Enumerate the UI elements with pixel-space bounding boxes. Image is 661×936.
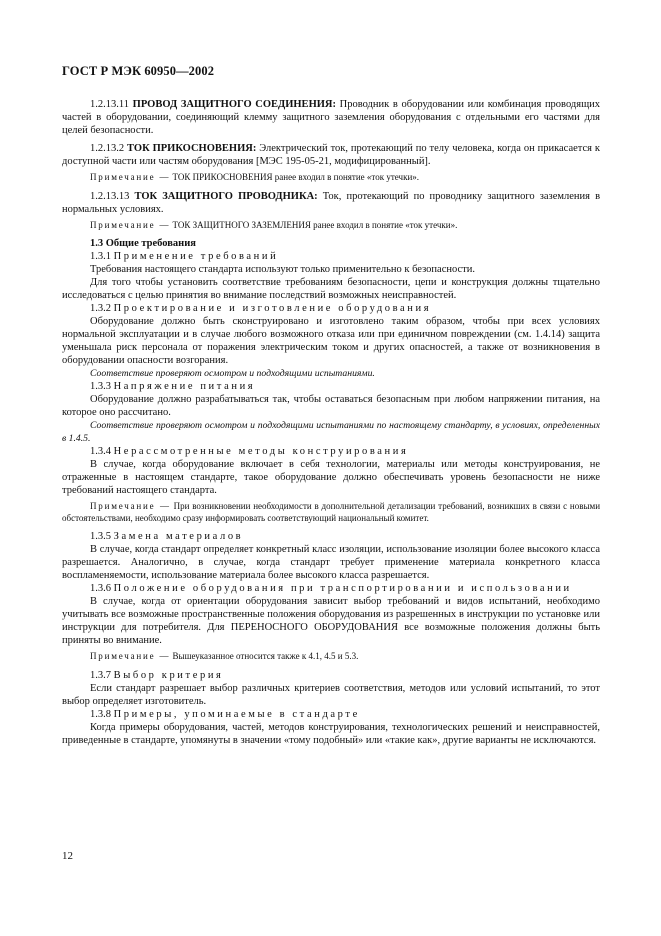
subsection-title: Проектирование и изготовление оборудования	[113, 303, 432, 314]
subsection-number: 1.3.3	[90, 381, 111, 392]
definition-number: 1.2.13.13	[90, 190, 130, 202]
note	[62, 651, 600, 663]
subsection-number: 1.3.7	[90, 669, 111, 681]
note	[62, 220, 600, 232]
subsection-number: 1.3.4	[90, 446, 111, 457]
subsection-heading	[62, 380, 600, 393]
subsection-heading	[62, 708, 600, 721]
subsection-heading	[62, 582, 600, 595]
definition-number: 1.2.13.11	[90, 99, 129, 110]
compliance-text: Соответствие проверяют осмотром и подходящими испытаниями по настоящему стандарту, в условиях, определенных в 1.4.5.	[62, 420, 600, 444]
paragraph: В случае, когда оборудование включает в себя технологии, материалы или методы конструирования, не отраженные в настоящем стандарте, такое оборудование должно обеспечивать уровень безопасности не ниже требований настоящего стандарта.	[62, 459, 600, 496]
note	[62, 501, 600, 524]
paragraph: Оборудование должно разрабатываться так, чтобы оставаться безопасным при любом напряжении питания, на которое оно рассчитано.	[62, 394, 600, 418]
page-content	[62, 98, 600, 747]
paragraph: Если стандарт разрешает выбор различных критериев соответствия, методов или условий испытаний, то этот выбор определяет изготовитель.	[62, 682, 600, 707]
page-header: ГОСТ Р МЭК 60950—2002	[62, 64, 215, 78]
page-number: 12	[62, 850, 73, 862]
note-label: Примечание —	[90, 219, 171, 230]
subsection-number: 1.3.2	[90, 303, 111, 314]
definition-1-2-13-11	[62, 98, 600, 137]
subsection-heading	[62, 302, 600, 315]
subsection-title: Напряжение питания	[113, 381, 256, 392]
note-label: Примечание —	[90, 172, 171, 182]
note-text: При возникновении необходимости в дополнительной детализации требований, возникших в связи с новыми обстоятельствами, необходимо сразу информировать соответствующий национальный комитет.	[62, 501, 601, 523]
subsection-title: Примеры, упоминаемые в стандарте	[113, 708, 360, 720]
definition-term: ТОК ЗАЩИТНОГО ПРОВОДНИКА:	[134, 190, 318, 202]
note-text: ТОК ПРИКОСНОВЕНИЯ ранее входил в понятие «ток утечки».	[172, 172, 420, 182]
subsection-number: 1.3.1	[90, 251, 111, 262]
definition-1-2-13-2	[62, 142, 600, 168]
subsection-heading	[62, 250, 600, 263]
note	[62, 172, 600, 184]
paragraph: В случае, когда от ориентации оборудования зависит выбор требований и видов испытаний, необходимо учитывать все возможные пространственные положения оборудования из разрешенных в инструкции по установке или инструкции для потребителя. Для ПЕРЕНОСНОГО ОБОРУДОВАНИЯ все возможные положения должны быть приняты во внимание.	[62, 596, 600, 646]
subsection-title: Выбор критерия	[113, 669, 224, 681]
subsection-title: Положение оборудования при транспортировании и использовании	[113, 583, 572, 594]
definition-number: 1.2.13.2	[90, 143, 125, 154]
paragraph: Когда примеры оборудования, частей, методов конструирования, технологических решений и неисправностей, приведенные в стандарте, упомянуты в значении «тому подобный» или «такие как», другие варианты не исключаются.	[62, 721, 600, 746]
paragraph: Оборудование должно быть сконструировано и изготовлено таким образом, чтобы при всех условиях нормальной эксплуатации и в случае любого возможного отказа или при единичном повреждении (см. 1.4.14) защита уменьшала риск персонала от поражения электрическим током и других опасностей, а также от возникновения в оборудовании опасности возгорания.	[62, 316, 600, 366]
definition-text: Электрический ток, протекающий по телу человека, когда он прикасается к доступной части или частям оборудования [МЭС 195-05-21, модифицированный].	[62, 143, 600, 167]
subsection-heading	[62, 530, 600, 543]
compliance-text: Соответствие проверяют осмотром и подходящими испытаниями.	[90, 368, 375, 379]
subsection-number: 1.3.6	[90, 583, 111, 594]
definition-text: Проводник в оборудовании или комбинация проводящих частей в оборудовании, соединяющий клемму защитного заземления оборудования с отдельными его частями для целей безопасности.	[62, 99, 601, 136]
note-label: Примечание —	[90, 651, 171, 661]
definition-text: Ток, протекающий по проводнику защитного заземления в нормальных условиях.	[62, 190, 601, 215]
subsection-number: 1.3.8	[90, 708, 111, 720]
subsection-title: Применение требований	[113, 251, 279, 262]
subsection-heading	[62, 445, 600, 458]
definition-term: ПРОВОД ЗАЩИТНОГО СОЕДИНЕНИЯ:	[132, 99, 336, 110]
subsection-number: 1.3.5	[90, 531, 111, 542]
note-text: ТОК ЗАЩИТНОГО ЗАЗЕМЛЕНИЯ ранее входил в понятие «ток утечки».	[172, 219, 458, 230]
subsection-title: Нерассмотренные методы конструирования	[113, 446, 409, 457]
note-text: Вышеуказанное относится также к 4.1, 4.5 и 5.3.	[172, 651, 359, 661]
subsection-heading	[62, 669, 600, 682]
definition-1-2-13-13	[62, 190, 600, 216]
note-label: Примечание —	[90, 501, 171, 511]
subsection-title: Замена материалов	[113, 531, 244, 542]
section-title: 1.3 Общие требования	[90, 238, 196, 249]
paragraph: В случае, когда стандарт определяет конкретный класс изоляции, использование изоляции более высокого класса разрешается. Аналогично, в случае, когда стандарт требует применение материала конкретного класса воспламеняемости, использование материала более высокого класса разрешается.	[62, 544, 600, 581]
definition-term: ТОК ПРИКОСНОВЕНИЯ:	[127, 143, 257, 154]
paragraph: Требования настоящего стандарта используют только применительно к безопасности.	[90, 264, 475, 275]
paragraph: Для того чтобы установить соответствие требованиям безопасности, цепи и конструкция должны тщательно исследоваться с целью принятия во внимание последствий возможных неисправностей.	[62, 277, 600, 301]
